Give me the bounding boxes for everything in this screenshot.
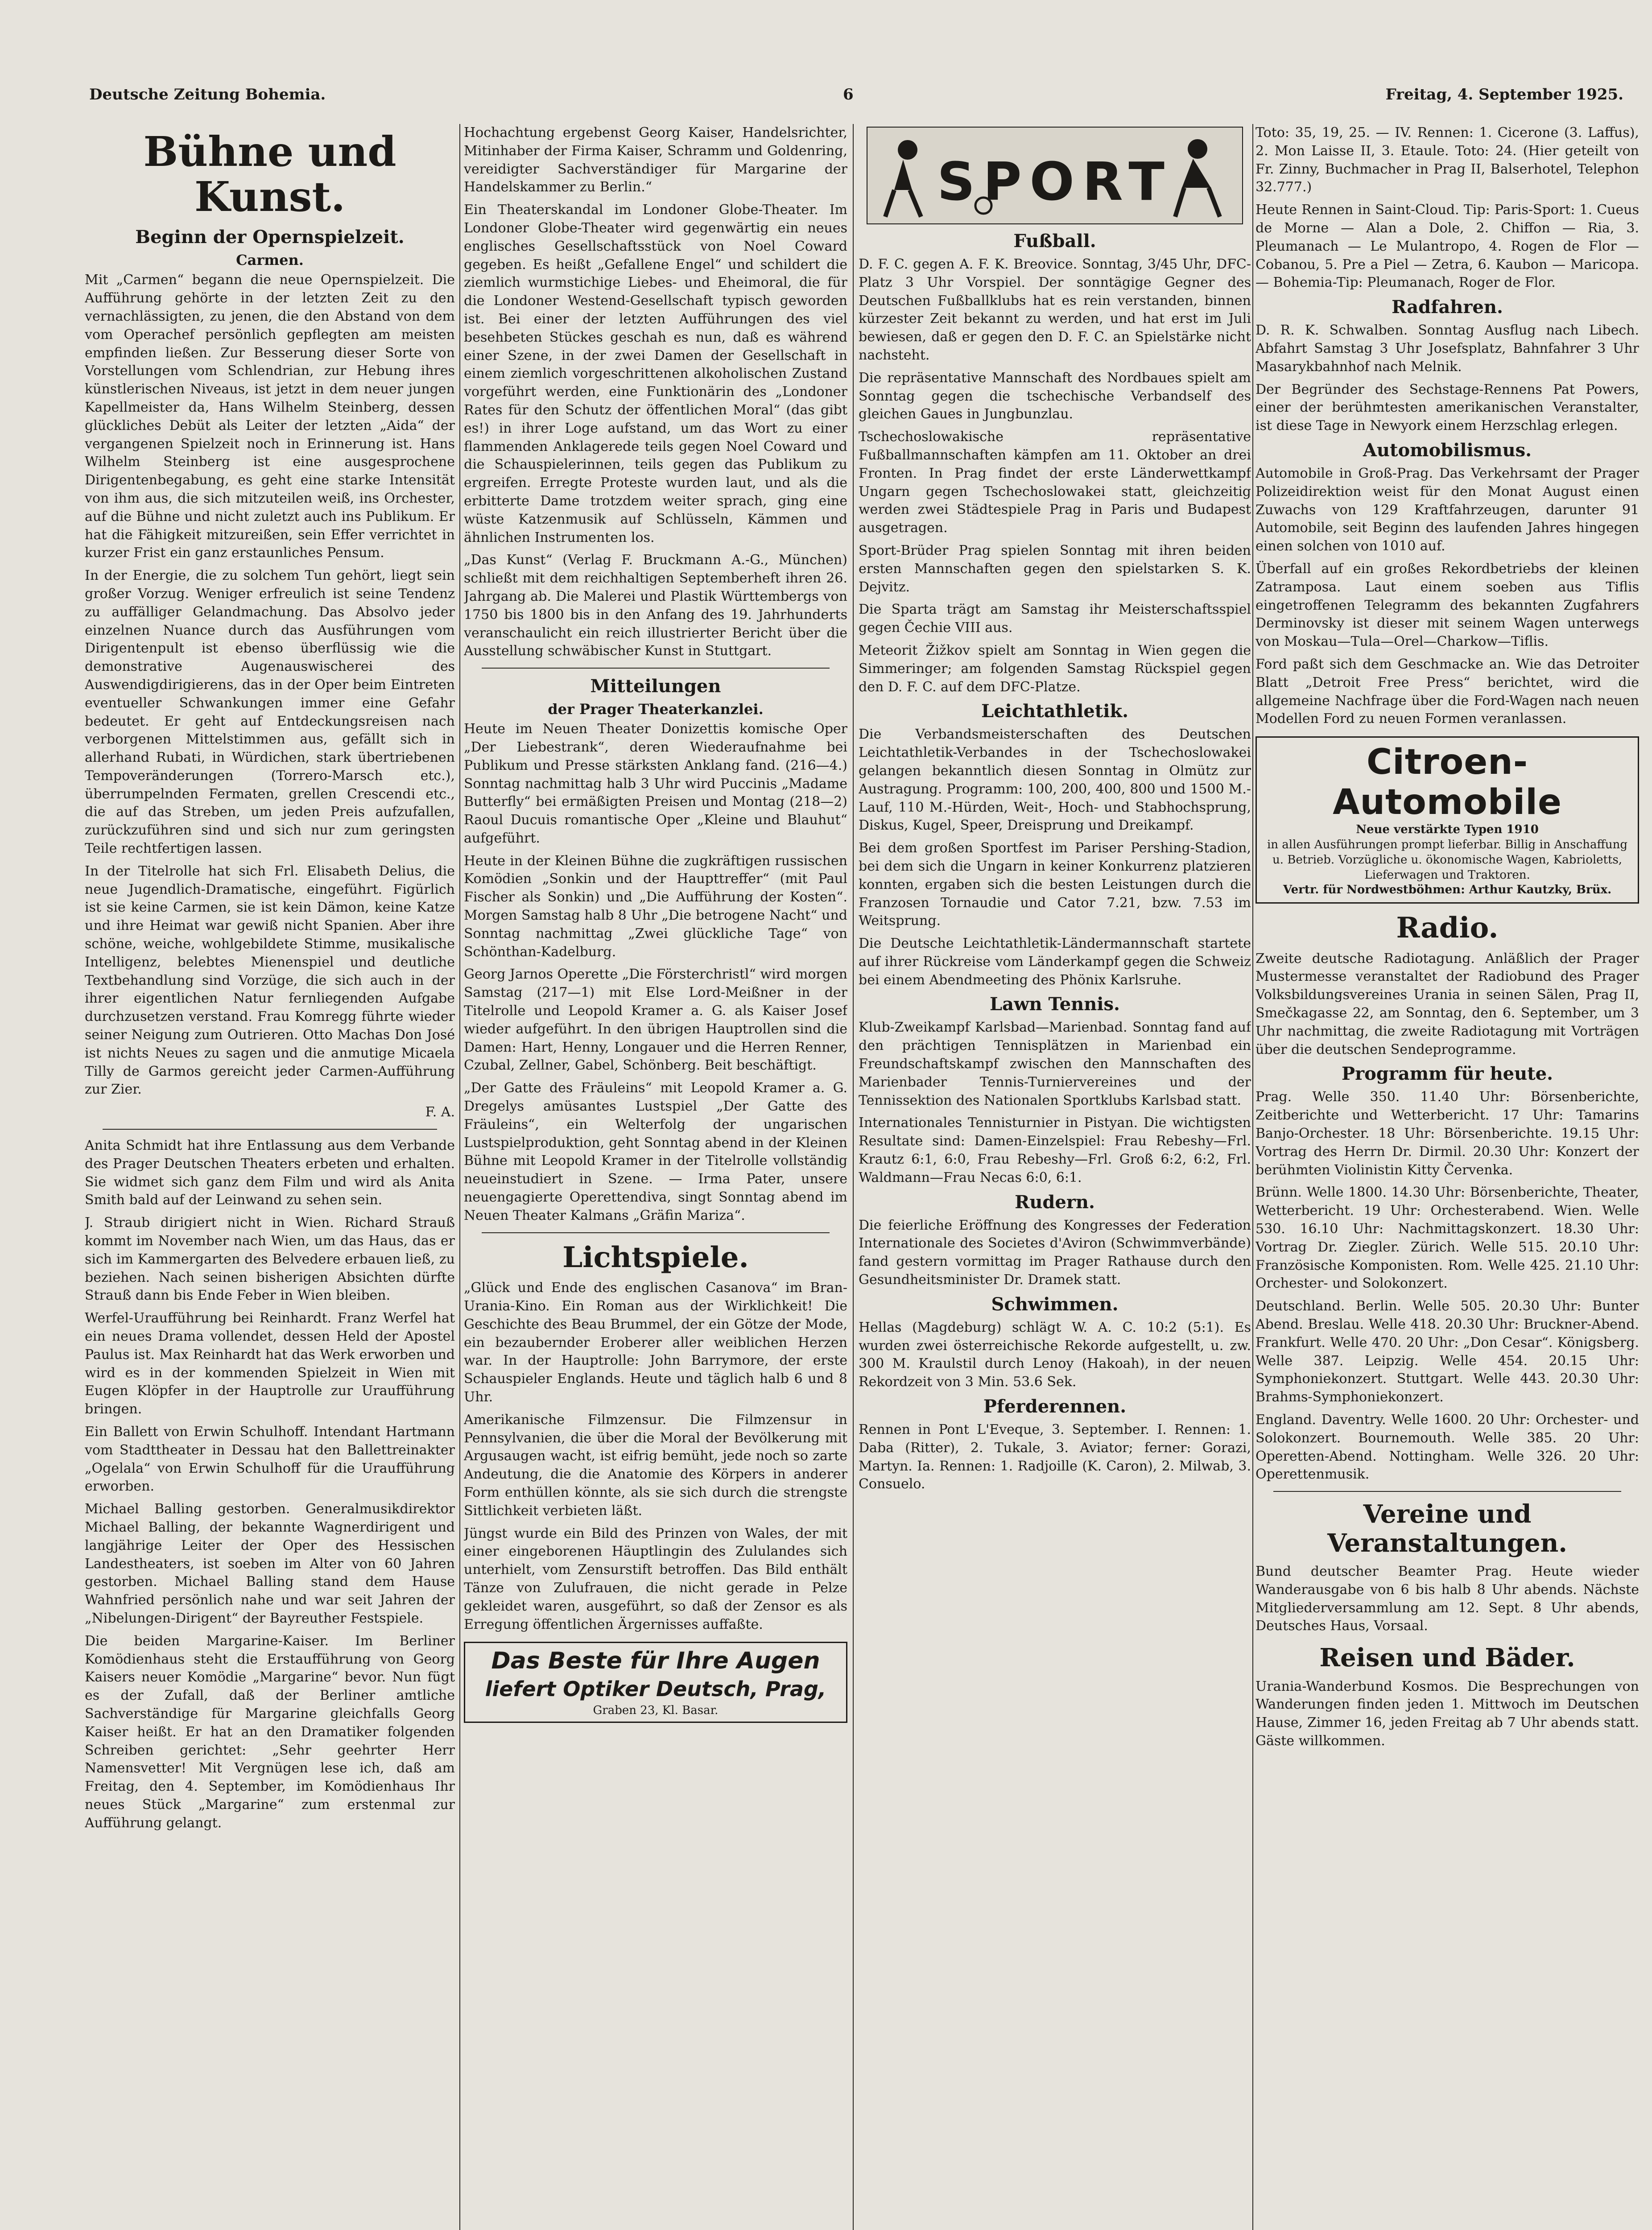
news-item: Ford paßt sich dem Geschmacke an. Wie das Detroiter Blatt „Detroit Free Press“ berichtet, wird die allgemeine Nachfrage über die Ford-Wagen nach neuen Modellen Ford zu neuen Formen veranlassen.: [1256, 656, 1639, 727]
ad-address: Graben 23, Kl. Basar.: [593, 1704, 719, 1718]
sport-section-title: Radfahren.: [1392, 297, 1503, 318]
section-title: Mitteilungen: [590, 676, 721, 697]
sport-section-title: Fußball.: [1013, 231, 1096, 252]
divider: [1273, 1491, 1621, 1492]
news-item: Toto: 35, 19, 25. — IV. Rennen: 1. Cicerone (3. Laffus), 2. Mon Laisse II, 3. Etaule. Toto: 24. (Hier geteilt von Fr. Zinny, Buchmacher in Prag II, Balserhotel, Telephon 32.777.): [1256, 125, 1639, 195]
news-item: Meteorit Žižkov spielt am Sonntag in Wien gegen die Simmeringer; am folgenden Samstag Rückspiel gegen den D. F. C. auf dem DFC-Platze.: [859, 642, 1251, 695]
news-item: Die Sparta trägt am Samstag ihr Meisterschaftsspiel gegen Čechie VIII aus.: [859, 602, 1251, 636]
news-item: Deutschland. Berlin. Welle 505. 20.30 Uhr: Bunter Abend. Breslau. Welle 418. 20.30 Uhr: Bruckner-Abend. Frankfurt. Welle 470. 20 Uhr: „Don Cesar“. Königsberg. Welle 387. Leipzig. Welle 454. 20.15 Uhr: Symphoniekonzert. Stuttgart. Welle 443. 20.30 Uhr: Brahms-Symphoniekonzert.: [1256, 1298, 1639, 1405]
news-item: J. Straub dirigiert nicht in Wien. Richard Strauß kommt im November nach Wien, um das Haus, das er sich im Kammergarten des Belvedere erbauen ließ, zu beziehen. Nach seinen bisherigen Absichten dürfte Strauß dann bis Ende Feber in Wien bleiben.: [85, 1215, 455, 1304]
news-item: Brünn. Welle 1800. 14.30 Uhr: Börsenberichte, Theater, Wetterbericht. 19 Uhr: Orchesterabend. Wien. Welle 530. 16.10 Uhr: Nachmittagskonzert. 18.30 Uhr: Vortrag Dr. Ziegler. Zürich. Welle 515. 20.10 Uhr: Französische Komponisten. Rom. Welle 425. 21.10 Uhr: Orchester- und Solokonzert.: [1256, 1185, 1639, 1292]
ad-slogan: Das Beste für Ihre Augen: [491, 1648, 820, 1675]
ad-firm: liefert Optiker Deutsch, Prag,: [485, 1677, 826, 1701]
news-item: Werfel-Uraufführung bei Reinhardt. Franz Werfel hat ein neues Drama vollendet, dessen Held der Apostel Paulus ist. Max Reinhardt hat das Werk erworben und wird es in der kommenden Spielzeit in Wien mit Eugen Klöpfer in der Hauptrolle zur Uraufführung bringen.: [85, 1310, 455, 1417]
divider: [103, 1129, 437, 1130]
section-headline: Bühne und Kunst.: [143, 128, 396, 221]
column-buehne: [85, 124, 455, 2230]
masthead: [89, 86, 1623, 117]
news-item: Tschechoslowakische repräsentative Fußballmannschaften kämpfen am 11. Oktober an drei Fronten. In Prag findet der erste Länderwettkampf Ungarn gegen Tschechoslowakei statt, gleichzeitig werden zwei Städtespiele Prag in Paris und Budapest ausgetragen.: [859, 429, 1251, 536]
news-item: Jüngst wurde ein Bild des Prinzen von Wales, der mit einer eingeborenen Häuptlingin des Zululandes sich unterhielt, vom Zensurstift betroffen. Das Bild enthält Tänze von Zulufrauen, die nicht gerade in Pelze gekleidet waren, ausgeführt, so daß der Zensor es als Erregung öffentlichen Ärgernisses auffaßte.: [464, 1525, 847, 1632]
sport-section-title: Lawn Tennis.: [990, 994, 1120, 1015]
paper-name: Deutsche Zeitung Bohemia.: [89, 86, 326, 103]
optiker-advertisement: [464, 1642, 847, 1723]
news-item: Internationales Tennisturnier in Pistyan. Die wichtigsten Resultate sind: Damen-Einzelspiel: Frau Rebeshy—Frl. Krautz 6:1, 6:0, Frau Rebeshy—Frl. Groß 6:2, 6:2, Frl. Waldmann—Frau Necas 6:0, 6:1.: [859, 1115, 1251, 1185]
news-item: Bund deutscher Beamter Prag. Heute wieder Wanderausgabe von 6 bis halb 8 Uhr abends. Nächste Mitgliederversammlung am 12. Sept. 8 Uhr abends, Deutsches Haus, Vorsaal.: [1256, 1563, 1639, 1634]
news-item: Automobile in Groß-Prag. Das Verkehrsamt der Prager Polizeidirektion weist für den Monat August einen Zuwachs von 129 Kraftfahrzeugen, darunter 91 Automobile, seit Beginn des laufenden Jahres hingegen einen solchen von 1010 auf.: [1256, 465, 1639, 554]
news-item: Die repräsentative Mannschaft des Nordbaues spielt am Sonntag gegen die tschechische Verbandself des gleichen Gaues in Jungbunzlau.: [859, 370, 1251, 422]
article-paragraph: Mit „Carmen“ begann die neue Opernspielzeit. Die Aufführung gehörte in der letzten Zeit zu den vernachlässigten, zu jenen, die den Abstand von dem vom Operachef persönlich gepflegten am meisten empfinden ließen. Zur Besserung dieser Sorte von Vorstellungen vom Schlendrian, zur Hebung ihres künstlerischen Niveaus, ist jetzt in dem neuer jungen Kapellmeister da, Hans Wilhelm Steinberg, dessen glückliches Debüt als Leiter der letzten „Aida“ der vergangenen Spielzeit noch in Erinnerung ist. Hans Wilhelm Steinberg ist eine ausgesprochene Dirigentenbegabung, es geht eine starke Intensität von ihm aus, die sich mitzuteilen weiß, ins Orchester, auf die Bühne und nicht zuletzt auch ins Publikum. Er hat die Fähigkeit mitzureißen, sein Effer verrichtet in kurzer Frist ein ganz erstaunliches Pensum.: [85, 272, 455, 561]
sport-section-title: Pferderennen.: [983, 1396, 1127, 1417]
sport-section-title: Rudern.: [1015, 1191, 1095, 1213]
news-item: „Das Kunst“ (Verlag F. Bruckmann A.-G., München) schließt mit dem reichhaltigen Septemberheft ihren 26. Jahrgang ab. Die Malerei und Plastik Württembergs von 1750 bis 1800 bis in den Anfang des 19. Jahrhunderts veranschaulicht ein reich illustrierter Bericht über die Ausstellung schwäbischer Kunst in Stuttgart.: [464, 552, 847, 659]
news-item: Anita Schmidt hat ihre Entlassung aus dem Verbande des Prager Deutschen Theaters erbeten und erhalten. Sie widmet sich ganz dem Film und wird als Anita Smith bald auf der Leinwand zu sehen sein.: [85, 1138, 455, 1208]
news-item: Ein Ballett von Erwin Schulhoff. Intendant Hartmann vom Stadttheater in Dessau hat den Ballettreinakter „Ogelala“ von Erwin Schulhoff für die Uraufführung erworben.: [85, 1424, 455, 1495]
news-item: Ein Theaterskandal im Londoner Globe-Theater. Im Londoner Globe-Theater wird gegenwärtig ein neues englisches Gesellschaftsstück von Noel Coward gegeben. Es heißt „Gefallene Engel“ und schildert die ziemlich wurmstichige Liebes- und Eheimoral, die für die Londoner Westend-Gesellschaft typisch geworden ist. Bei einer der letzten Aufführungen des viel besehbeten Stückes geschah es nun, daß es während einer Szene, in der zwei Damen der Gesellschaft in einem ziemlich vorgeschrittenen alkoholischen Zustand vorgeführt werden, eine Funktionärin des „Londoner Rates für den Schutz der öffentlichen Moral“ (das gibt es!) in ihrer Loge aufstand, um das Wort zu einer flammenden Anklagerede teils gegen Noel Coward und die Schauspielerinnen, teils gegen das Publikum zu ergreifen. Erregte Proteste wurden laut, und als die erbitterte Dame trotzdem weiter sprach, ging eine wüste Katzenmusik auf Schlüsseln, Kämmen und ähnlichen Instrumenten los.: [464, 202, 847, 545]
news-item: Michael Balling gestorben. Generalmusikdirektor Michael Balling, der bekannte Wagnerdirigent und langjährige Leiter der Oper des Hessischen Landestheaters, ist soeben im Alter von 60 Jahren gestorben. Michael Balling stand dem Hause Wahnfried persönlich nahe und war seit Jahren der „Nibelungen-Dirigent“ der Bayreuther Festspiele.: [85, 1501, 455, 1626]
section-title: Programm für heute.: [1341, 1063, 1553, 1085]
column-radio: [1256, 124, 1639, 2230]
ad-line: in allen Ausführungen prompt lieferbar. Billig in Anschaffung u. Betrieb. Vorzügliche u. ökonomische Wagen, Kabrioletts, Lieferwagen und Traktoren.: [1267, 838, 1628, 882]
article-paragraph: In der Titelrolle hat sich Frl. Elisabeth Delius, die neue Jugendlich-Dramatische, eingeführt. Figürlich ist sie keine Carmen, sie ist kein Dämon, keine Katze und ihre Heimat war gewiß nicht Spanien. Aber ihre schöne, weiche, wohlgebildete Stimme, musikalische Intelligenz, belebtes Mienenspiel und deutliche Textbehandlung sind Vorzüge, die sich auch in der ihrer eigentlichen Natur fernliegenden Aufgabe durchzusetzen verstand. Frau Komregg führte wieder seiner Neigung zum Outrieren. Otto Machas Don José ist nichts Neues zu sagen und die anmutige Micaela Tilly de Garmos gereicht jeder Carmen-Aufführung zur Zier.: [85, 863, 455, 1098]
sport-section-title: Automobilismus.: [1363, 439, 1532, 461]
sport-section-title: Schwimmen.: [991, 1293, 1119, 1315]
news-item: Heute Rennen in Saint-Cloud. Tip: Paris-Sport: 1. Cueus de Morne — Alan a Dole, 2. Chiffon — Ria, 3. Pleumanach — Le Mulantropo, 4. Rogen de Flor — Cobanou, 5. Pre a Piel — Zetra, 6. Kaubon — Maricopa. — Bohemia-Tip: Pleumanach, Roger de Flor.: [1256, 202, 1639, 291]
news-item: Zweite deutsche Radiotagung. Anläßlich der Prager Mustermesse veranstaltet der Radiobund des Prager Volksbildungsvereines Urania in seinen Sälen, Prag II, Smečkagasse 22, am Sonntag, den 6. September, um 3 Uhr nachmittag, die zweite Radiotagung mit Vorträgen über die deutschen Sendeprogramme.: [1256, 950, 1639, 1057]
page-number: 6: [843, 86, 854, 103]
column-sport: [859, 124, 1251, 2230]
column-rule: [853, 124, 854, 2230]
article-subtitle: Carmen.: [236, 252, 304, 269]
news-item: Heute im Neuen Theater Donizettis komische Oper „Der Liebestrank“, deren Wiederaufnahme bei Publikum und Presse stärksten Anklang fand. (216—4.) Sonntag nachmittag halb 3 Uhr wird Puccinis „Madame Butterfly“ bei ermäßigten Preisen und Montag (218—2) Raoul Ducuis romantische Oper „Kleine und Blauhut“ aufgeführt.: [464, 721, 847, 846]
section-headline: Lichtspiele.: [562, 1240, 749, 1274]
news-item: Rennen in Pont L'Eveque, 3. September. I. Rennen: 1. Daba (Ritter), 2. Tukale, 3. Aviator; ferner: Gorazi, Martyn. Ia. Rennen: 1. Radjoille (K. Caron), 2. Milwab, 3. Consuelo.: [859, 1422, 1251, 1492]
news-item: „Glück und Ende des englischen Casanova“ im Bran-Urania-Kino. Ein Roman aus der Wirklichkeit! Die Geschichte des Beau Brummel, der ein Götze der Mode, ein bezaubernder Eroberer aller weiblichen Herzen war. In der Hauptrolle: John Barrymore, der erste Schauspieler Englands. Heute und täglich halb 6 und 8 Uhr.: [464, 1280, 847, 1405]
news-item: D. R. K. Schwalben. Sonntag Ausflug nach Libech. Abfahrt Samstag 3 Uhr Josefsplatz, Bahnfahrer 3 Uhr Masarykbahnhof nach Melnik.: [1256, 322, 1639, 375]
column-theater: [464, 124, 847, 2230]
section-headline: Radio.: [1396, 911, 1499, 945]
news-item: Sport-Brüder Prag spielen Sonntag mit ihren beiden ersten Mannschaften gegen den spielstarken S. K. Dejvitz.: [859, 542, 1251, 595]
section-subtitle: der Prager Theaterkanzlei.: [548, 701, 764, 718]
news-item: Amerikanische Filmzensur. Die Filmzensur in Pennsylvanien, die über die Moral der Bevölkerung mit Argusaugen wacht, ist eifrig bemüht, jede noch so zarte Andeutung, die die Anatomie des Körpers in anderer Form enthüllen könnte, als sie sich durch die strengste Sittlichkeit verbieten läßt.: [464, 1412, 847, 1519]
news-item: Der Begründer des Sechstage-Rennens Pat Powers, einer der berühmtesten amerikanischen Veranstalter, ist diese Tage in Newyork einem Herzschlag erlegen.: [1256, 381, 1639, 434]
news-item: Urania-Wanderbund Kosmos. Die Besprechungen von Wanderungen finden jeden 1. Mittwoch im Deutschen Hause, Zimmer 16, jeden Freitag ab 7 Uhr abends statt. Gäste willkommen.: [1256, 1678, 1639, 1749]
article-paragraph: In der Energie, die zu solchem Tun gehört, liegt sein großer Vorzug. Weniger erfreulich ist seine Tendenz zu auffälliger Gelandmachung. Das Absolvo jeder einzelnen Nuance durch das Ausführungen vom Dirigentenpult ist ebenso überflüssig wie die demonstrative Augenauswischerei des Auswendigdirigierens, das in der Oper beim Eintreten eventueller Schwankungen immer eine Gefahr bedeutet. Er geht auf Entdeckungsreisen nach verborgenen Mittelstimmen aus, gefällt sich in allerhand Rubati, in Würdichen, stark übertriebenen Tempoveränderungen (Torrero-Marsch etc.), überrumpelnden Fermaten, grellen Crescendi etc., die auf das Streben, um jeden Preis aufzufallen, zurückzuführen sind und sich nur zum geringsten Teile rechtfertigen lassen.: [85, 568, 455, 857]
news-item: Bei dem großen Sportfest im Pariser Pershing-Stadion, bei dem sich die Ungarn in keiner Konkurrenz platzieren konnten, ergaben sich die besten Leistungen durch die Franzosen Tornaudie und Cator 7.21, bzw. 7.53 im Weitsprung.: [859, 840, 1251, 929]
news-item: Die beiden Margarine-Kaiser. Im Berliner Komödienhaus steht die Erstaufführung von Georg Kaisers neuer Komödie „Margarine“ bevor. Nun fügt es der Zufall, daß der Berliner amtliche Sachverständige für Margarine gleichfalls Georg Kaiser heißt. Er hat an den Dramatiker folgenden Schreiben gerichtet: „Sehr geehrter Herr Namensvetter! Mit Vergnügen lese ich, daß am Freitag, den 4. September, im Komödienhaus Ihr neues Stück „Margarine“ zum erstenmal zur Aufführung gelangt.: [85, 1633, 455, 1831]
section-headline: Vereine und Veranstaltungen.: [1327, 1499, 1567, 1558]
sport-section-title: Leichtathletik.: [981, 701, 1129, 722]
column-rule: [459, 124, 460, 2230]
news-item: Hochachtung ergebenst Georg Kaiser, Handelsrichter, Mitinhaber der Firma Kaiser, Schramm und Goldenring, vereidigter Sachverständiger für Margarine der Handelskammer zu Berlin.“: [464, 125, 847, 195]
news-item: Überfall auf ein großes Rekordbetriebs der kleinen Zatramposa. Laut einem soeben aus Tiflis eingetroffenen Telegramm des bekannten Zugfahrers Derminovsky ist dieser mit seinem Wagen unterwegs von Moskau—Tula—Orel—Charkow—Tiflis.: [1256, 561, 1639, 650]
ad-line: Neue verstärkte Typen 1910: [1356, 823, 1539, 837]
news-item: Prag. Welle 350. 11.40 Uhr: Börsenberichte, Zeitberichte und Wetterbericht. 17 Uhr: Tamarins Banjo-Orchester. 18 Uhr: Börsenberichte. 19.15 Uhr: Vortrag des Herrn Dr. Dirmil. 20.30 Uhr: Konzert der berühmten Violinistin Kitty Červenka.: [1256, 1089, 1639, 1178]
section-headline: Reisen und Bäder.: [1319, 1643, 1575, 1673]
ad-title: Citroen-Automobile: [1333, 742, 1562, 823]
citroen-advertisement: [1256, 736, 1639, 904]
news-item: „Der Gatte des Fräuleins“ mit Leopold Kramer a. G. Dregelys amüsantes Lustspiel „Der Gatte des Fräuleins“, ein Welterfolg der ungarischen Lustspielproduktion, geht Sonntag abend in der Kleinen Bühne mit Leopold Kramer in der Titelrolle vollständig neueinstudiert in Szene. — Irma Pater, unsere neuengagierte Operettendiva, singt Sonntag abend im Neuen Theater Kalmans „Gräfin Mariza“.: [464, 1080, 847, 1223]
news-item: D. F. C. gegen A. F. K. Breovice. Sonntag, 3/45 Uhr, DFC-Platz 3 Uhr Vorspiel. Der sonntägige Gegner des Deutschen Fußballklubs hat es rein verstanden, binnen kürzester Zeit bekannt zu werden, und hat erst im Juli bewiesen, daß er gegen den D. F. C. an Spielstärke nicht nachsteht.: [859, 256, 1251, 363]
author-signature: F. A.: [425, 1104, 455, 1120]
news-item: England. Daventry. Welle 1600. 20 Uhr: Orchester- und Solokonzert. Bournemouth. Welle 385. 20 Uhr: Operetten-Abend. Nottingham. Welle 326. 20 Uhr: Operettenmusik.: [1256, 1412, 1639, 1483]
news-item: Klub-Zweikampf Karlsbad—Marienbad. Sonntag fand auf den prächtigen Tennisplätzen in Marienbad ein Freundschaftskampf zwischen den Mannschaften des Marienbader Tennis-Turniervereines und der Tennissektion des Nationalen Sportklubs Karlsbad statt.: [859, 1020, 1251, 1108]
news-item: Die feierliche Eröffnung des Kongresses der Federation Internationale des Societes d'Aviron (Schwimmverbände) fand gestern vormittag im Prager Rathause durch den Gesundheitsminister Dr. Dramek statt.: [859, 1217, 1251, 1288]
news-item: Georg Jarnos Operette „Die Försterchristl“ wird morgen Samstag (217—1) mit Else Lord-Meißner in der Titelrolle und Leopold Kramer a. G. als Kaiser Josef wieder aufgeführt. In den übrigen Hauptrollen sind die Damen: Hart, Henny, Longauer und die Herren Renner, Czubal, Zellner, Gabel, Schönberg. Beit beschäftigt.: [464, 966, 847, 1074]
news-item: Die Deutsche Leichtathletik-Ländermannschaft startete auf ihrer Rückreise vom Länderkampf gegen die Schweiz bei einem Abendmeeting des Phönix Karlsruhe.: [859, 936, 1251, 988]
divider: [482, 668, 830, 669]
sport-header-illustration: [867, 127, 1243, 224]
news-item: Hellas (Magdeburg) schlägt W. A. C. 10:2 (5:1). Es wurden zwei österreichische Rekorde aufgestellt, u. zw. 300 M. Kraulstil durch Lenoy (Hakoah), in der neuen Rekordzeit von 3 Min. 53.6 Sek.: [859, 1319, 1251, 1390]
ad-line: Vertr. für Nordwestböhmen: Arthur Kautzky, Brüx.: [1283, 883, 1612, 897]
issue-date: Freitag, 4. September 1925.: [1385, 86, 1623, 103]
sport-title: SPORT: [937, 151, 1173, 212]
news-item: Die Verbandsmeisterschaften des Deutschen Leichtathletik-Verbandes in der Tschechoslowakei gelangen bekanntlich diesen Sonntag in Olmütz zur Austragung. Programm: 100, 200, 400, 800 und 1500 M.-Lauf, 110 M.-Hürden, Weit-, Hoch- und Stabhochsprung, Diskus, Kugel, Speer, Dreisprung und Dreikampf.: [859, 727, 1251, 834]
news-item: Heute in der Kleinen Bühne die zugkräftigen russischen Komödien „Sonkin und der Haupttreffer“ (mit Paul Fischer als Sonkin) und „Die Aufführung der Kosten“. Morgen Samstag halb 8 Uhr „Die betrogene Nacht“ und Sonntag nachmittag „Zwei glückliche Tage“ von Schönthan-Kadelburg.: [464, 853, 847, 960]
column-rule: [1252, 124, 1253, 2230]
article-title: Beginn der Opernspielzeit.: [135, 227, 405, 248]
divider: [482, 1232, 830, 1233]
